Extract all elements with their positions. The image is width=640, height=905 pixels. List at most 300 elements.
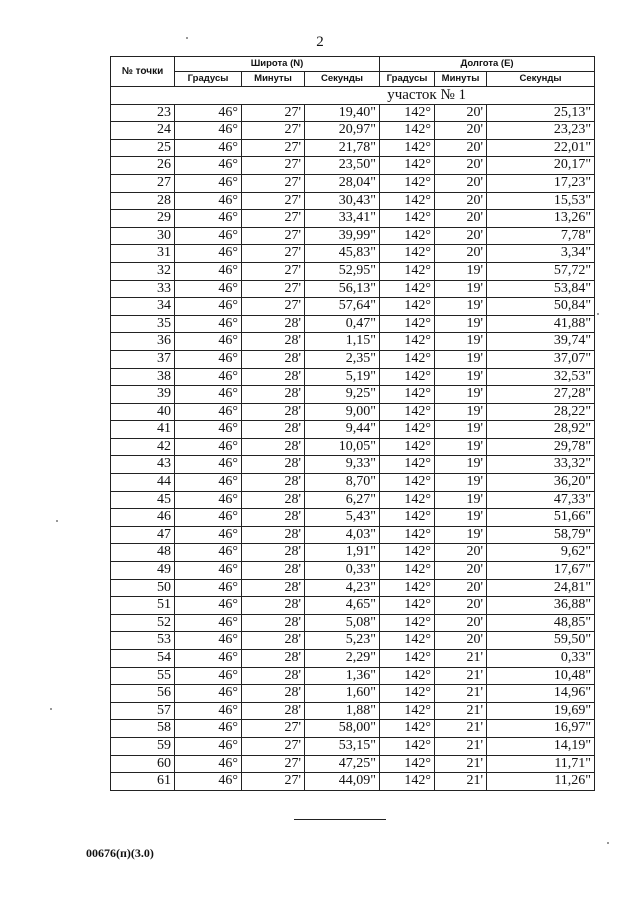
table-row	[111, 685, 595, 703]
table-row	[111, 562, 595, 580]
point-number: 32	[111, 262, 175, 280]
lat-seconds: 5,23"	[305, 632, 380, 650]
table-row	[111, 579, 595, 597]
table-row	[111, 667, 595, 685]
lon-degrees: 142°	[380, 544, 435, 562]
lon-degrees: 142°	[380, 315, 435, 333]
lat-minutes: 27'	[242, 227, 305, 245]
lat-minutes: 27'	[242, 210, 305, 228]
lat-minutes: 28'	[242, 632, 305, 650]
table-row	[111, 122, 595, 140]
lat-degrees: 46°	[175, 650, 242, 668]
lat-minutes: 27'	[242, 280, 305, 298]
lon-minutes: 21'	[435, 737, 487, 755]
point-number: 33	[111, 280, 175, 298]
lat-seconds: 1,36"	[305, 667, 380, 685]
lon-seconds: 0,33"	[487, 650, 595, 668]
lat-seconds: 1,15"	[305, 333, 380, 351]
page-number: 2	[316, 34, 324, 50]
lon-degrees: 142°	[380, 421, 435, 439]
lat-seconds: 52,95"	[305, 262, 380, 280]
lon-degrees: 142°	[380, 438, 435, 456]
lat-degrees: 46°	[175, 368, 242, 386]
lon-degrees: 142°	[380, 227, 435, 245]
lat-minutes: 28'	[242, 509, 305, 527]
point-number: 46	[111, 509, 175, 527]
table-row	[111, 386, 595, 404]
lat-seconds: 0,47"	[305, 315, 380, 333]
point-number: 25	[111, 139, 175, 157]
lon-degrees: 142°	[380, 597, 435, 615]
lon-seconds: 28,22"	[487, 403, 595, 421]
lat-minutes: 28'	[242, 350, 305, 368]
header-lat-minutes: Минуты	[242, 72, 305, 87]
lon-degrees: 142°	[380, 562, 435, 580]
lat-seconds: 2,35"	[305, 350, 380, 368]
lon-minutes: 19'	[435, 491, 487, 509]
lon-seconds: 23,23"	[487, 122, 595, 140]
point-number: 37	[111, 350, 175, 368]
lat-minutes: 27'	[242, 192, 305, 210]
lat-degrees: 46°	[175, 227, 242, 245]
lat-degrees: 46°	[175, 667, 242, 685]
lat-seconds: 56,13"	[305, 280, 380, 298]
lon-seconds: 20,17"	[487, 157, 595, 175]
lon-seconds: 16,97"	[487, 720, 595, 738]
table-row	[111, 720, 595, 738]
lon-seconds: 36,20"	[487, 474, 595, 492]
document-code: 00676(п)(3.0)	[86, 846, 154, 860]
lon-degrees: 142°	[380, 403, 435, 421]
table-row	[111, 403, 595, 421]
table-row	[111, 474, 595, 492]
lat-minutes: 28'	[242, 685, 305, 703]
point-number: 53	[111, 632, 175, 650]
lat-degrees: 46°	[175, 104, 242, 122]
point-number: 31	[111, 245, 175, 263]
lon-degrees: 142°	[380, 702, 435, 720]
lat-degrees: 46°	[175, 315, 242, 333]
lon-degrees: 142°	[380, 104, 435, 122]
point-number: 28	[111, 192, 175, 210]
lon-minutes: 19'	[435, 456, 487, 474]
lat-seconds: 47,25"	[305, 755, 380, 773]
lon-degrees: 142°	[380, 491, 435, 509]
lon-minutes: 19'	[435, 403, 487, 421]
lon-seconds: 19,69"	[487, 702, 595, 720]
lat-minutes: 28'	[242, 456, 305, 474]
lon-seconds: 33,32"	[487, 456, 595, 474]
lat-minutes: 28'	[242, 438, 305, 456]
lat-seconds: 1,88"	[305, 702, 380, 720]
lon-seconds: 14,19"	[487, 737, 595, 755]
lat-minutes: 28'	[242, 614, 305, 632]
table-row	[111, 544, 595, 562]
lat-minutes: 27'	[242, 174, 305, 192]
lat-seconds: 8,70"	[305, 474, 380, 492]
lon-seconds: 17,23"	[487, 174, 595, 192]
lon-minutes: 20'	[435, 579, 487, 597]
lon-seconds: 39,74"	[487, 333, 595, 351]
lon-seconds: 3,34"	[487, 245, 595, 263]
lat-degrees: 46°	[175, 562, 242, 580]
lon-degrees: 142°	[380, 614, 435, 632]
point-number: 24	[111, 122, 175, 140]
lat-seconds: 39,99"	[305, 227, 380, 245]
table-row	[111, 438, 595, 456]
lat-minutes: 28'	[242, 368, 305, 386]
lat-degrees: 46°	[175, 755, 242, 773]
lat-seconds: 10,05"	[305, 438, 380, 456]
point-number: 26	[111, 157, 175, 175]
lon-minutes: 19'	[435, 438, 487, 456]
point-number: 56	[111, 685, 175, 703]
lon-seconds: 24,81"	[487, 579, 595, 597]
lat-degrees: 46°	[175, 614, 242, 632]
lon-degrees: 142°	[380, 280, 435, 298]
lon-degrees: 142°	[380, 667, 435, 685]
lon-degrees: 142°	[380, 773, 435, 791]
lon-seconds: 28,92"	[487, 421, 595, 439]
point-number: 59	[111, 737, 175, 755]
lon-minutes: 19'	[435, 315, 487, 333]
lon-minutes: 21'	[435, 755, 487, 773]
lon-degrees: 142°	[380, 720, 435, 738]
lon-degrees: 142°	[380, 262, 435, 280]
lat-degrees: 46°	[175, 491, 242, 509]
lon-minutes: 20'	[435, 562, 487, 580]
lon-seconds: 7,78"	[487, 227, 595, 245]
lon-minutes: 19'	[435, 386, 487, 404]
point-number: 52	[111, 614, 175, 632]
point-number: 47	[111, 526, 175, 544]
lat-minutes: 27'	[242, 755, 305, 773]
lon-seconds: 17,67"	[487, 562, 595, 580]
point-number: 30	[111, 227, 175, 245]
lat-seconds: 4,03"	[305, 526, 380, 544]
lat-seconds: 5,43"	[305, 509, 380, 527]
point-number: 61	[111, 773, 175, 791]
table-row	[111, 298, 595, 316]
point-number: 50	[111, 579, 175, 597]
point-number: 48	[111, 544, 175, 562]
lon-seconds: 53,84"	[487, 280, 595, 298]
table-row	[111, 368, 595, 386]
lon-minutes: 21'	[435, 702, 487, 720]
lat-degrees: 46°	[175, 737, 242, 755]
lat-seconds: 28,04"	[305, 174, 380, 192]
lat-minutes: 27'	[242, 720, 305, 738]
lat-minutes: 27'	[242, 139, 305, 157]
lon-seconds: 48,85"	[487, 614, 595, 632]
point-number: 58	[111, 720, 175, 738]
footer-rule	[294, 819, 386, 820]
table-row	[111, 333, 595, 351]
lat-seconds: 9,44"	[305, 421, 380, 439]
lon-degrees: 142°	[380, 333, 435, 351]
lat-seconds: 2,29"	[305, 650, 380, 668]
lat-minutes: 28'	[242, 526, 305, 544]
lon-degrees: 142°	[380, 174, 435, 192]
point-number: 60	[111, 755, 175, 773]
lon-degrees: 142°	[380, 526, 435, 544]
lat-minutes: 28'	[242, 403, 305, 421]
lon-seconds: 37,07"	[487, 350, 595, 368]
lat-degrees: 46°	[175, 386, 242, 404]
lat-degrees: 46°	[175, 421, 242, 439]
table-row	[111, 315, 595, 333]
lat-degrees: 46°	[175, 632, 242, 650]
point-number: 41	[111, 421, 175, 439]
lat-degrees: 46°	[175, 579, 242, 597]
lon-seconds: 50,84"	[487, 298, 595, 316]
table-row	[111, 174, 595, 192]
lon-degrees: 142°	[380, 737, 435, 755]
lat-seconds: 44,09"	[305, 773, 380, 791]
table-row	[111, 350, 595, 368]
lon-minutes: 19'	[435, 474, 487, 492]
lat-degrees: 46°	[175, 720, 242, 738]
table-body	[111, 87, 595, 791]
scan-speck	[607, 842, 609, 844]
lat-seconds: 5,08"	[305, 614, 380, 632]
lat-minutes: 28'	[242, 579, 305, 597]
lat-minutes: 27'	[242, 298, 305, 316]
lat-degrees: 46°	[175, 245, 242, 263]
lon-seconds: 41,88"	[487, 315, 595, 333]
lon-seconds: 29,78"	[487, 438, 595, 456]
table-row	[111, 280, 595, 298]
table-row	[111, 210, 595, 228]
lat-minutes: 27'	[242, 104, 305, 122]
lon-minutes: 20'	[435, 245, 487, 263]
lon-degrees: 142°	[380, 650, 435, 668]
lat-degrees: 46°	[175, 773, 242, 791]
lat-degrees: 46°	[175, 157, 242, 175]
lon-degrees: 142°	[380, 509, 435, 527]
lat-degrees: 46°	[175, 438, 242, 456]
scan-speck	[56, 520, 58, 522]
table-row	[111, 650, 595, 668]
table-row	[111, 509, 595, 527]
header-lon-seconds: Секунды	[487, 72, 595, 87]
point-number: 45	[111, 491, 175, 509]
lat-minutes: 27'	[242, 262, 305, 280]
lon-minutes: 19'	[435, 368, 487, 386]
point-number: 51	[111, 597, 175, 615]
coordinates-table	[110, 56, 595, 791]
lon-degrees: 142°	[380, 298, 435, 316]
lon-minutes: 20'	[435, 192, 487, 210]
lon-degrees: 142°	[380, 474, 435, 492]
lat-degrees: 46°	[175, 210, 242, 228]
lon-degrees: 142°	[380, 456, 435, 474]
lat-minutes: 28'	[242, 544, 305, 562]
point-number: 40	[111, 403, 175, 421]
lon-minutes: 20'	[435, 139, 487, 157]
lon-minutes: 20'	[435, 174, 487, 192]
lon-minutes: 20'	[435, 157, 487, 175]
lat-degrees: 46°	[175, 192, 242, 210]
table-row	[111, 421, 595, 439]
lon-minutes: 21'	[435, 720, 487, 738]
lat-minutes: 27'	[242, 122, 305, 140]
lat-degrees: 46°	[175, 139, 242, 157]
lat-degrees: 46°	[175, 526, 242, 544]
lat-degrees: 46°	[175, 597, 242, 615]
header-point-no: № точки	[111, 57, 175, 87]
table-row	[111, 737, 595, 755]
lon-seconds: 11,71"	[487, 755, 595, 773]
lon-degrees: 142°	[380, 386, 435, 404]
lat-minutes: 28'	[242, 491, 305, 509]
lat-seconds: 23,50"	[305, 157, 380, 175]
lat-seconds: 6,27"	[305, 491, 380, 509]
lat-seconds: 21,78"	[305, 139, 380, 157]
lon-degrees: 142°	[380, 139, 435, 157]
table-row	[111, 597, 595, 615]
table-row	[111, 526, 595, 544]
lon-minutes: 20'	[435, 210, 487, 228]
lat-seconds: 1,91"	[305, 544, 380, 562]
lon-seconds: 57,72"	[487, 262, 595, 280]
lat-degrees: 46°	[175, 456, 242, 474]
point-number: 27	[111, 174, 175, 192]
lat-minutes: 28'	[242, 421, 305, 439]
lat-seconds: 53,15"	[305, 737, 380, 755]
lat-seconds: 30,43"	[305, 192, 380, 210]
lat-minutes: 28'	[242, 650, 305, 668]
lat-seconds: 20,97"	[305, 122, 380, 140]
lat-minutes: 27'	[242, 157, 305, 175]
lat-seconds: 4,65"	[305, 597, 380, 615]
lon-degrees: 142°	[380, 755, 435, 773]
point-number: 42	[111, 438, 175, 456]
lat-seconds: 0,33"	[305, 562, 380, 580]
lon-seconds: 47,33"	[487, 491, 595, 509]
lat-minutes: 28'	[242, 333, 305, 351]
table-row	[111, 456, 595, 474]
lon-seconds: 36,88"	[487, 597, 595, 615]
table-row	[111, 773, 595, 791]
lat-degrees: 46°	[175, 333, 242, 351]
lon-seconds: 32,53"	[487, 368, 595, 386]
point-number: 43	[111, 456, 175, 474]
lat-minutes: 28'	[242, 702, 305, 720]
table-row	[111, 192, 595, 210]
lon-minutes: 20'	[435, 104, 487, 122]
lat-seconds: 9,33"	[305, 456, 380, 474]
header-lon-degrees: Градусы	[380, 72, 435, 87]
lon-degrees: 142°	[380, 368, 435, 386]
table-row	[111, 614, 595, 632]
lon-seconds: 51,66"	[487, 509, 595, 527]
table-row	[111, 104, 595, 122]
table-row	[111, 702, 595, 720]
lon-minutes: 21'	[435, 773, 487, 791]
lat-seconds: 9,00"	[305, 403, 380, 421]
lon-seconds: 59,50"	[487, 632, 595, 650]
lat-degrees: 46°	[175, 122, 242, 140]
lat-seconds: 1,60"	[305, 685, 380, 703]
lat-minutes: 27'	[242, 245, 305, 263]
lat-seconds: 33,41"	[305, 210, 380, 228]
lat-seconds: 58,00"	[305, 720, 380, 738]
point-number: 23	[111, 104, 175, 122]
lat-seconds: 9,25"	[305, 386, 380, 404]
table-row	[111, 157, 595, 175]
point-number: 38	[111, 368, 175, 386]
lat-minutes: 27'	[242, 773, 305, 791]
lon-seconds: 27,28"	[487, 386, 595, 404]
lon-minutes: 20'	[435, 122, 487, 140]
lon-degrees: 142°	[380, 632, 435, 650]
lon-minutes: 20'	[435, 544, 487, 562]
lat-minutes: 27'	[242, 737, 305, 755]
lon-minutes: 20'	[435, 227, 487, 245]
lat-degrees: 46°	[175, 509, 242, 527]
lat-seconds: 4,23"	[305, 579, 380, 597]
lat-seconds: 57,64"	[305, 298, 380, 316]
section-label: участок № 1	[111, 87, 595, 105]
lat-degrees: 46°	[175, 280, 242, 298]
lon-minutes: 20'	[435, 614, 487, 632]
table-row	[111, 491, 595, 509]
table-row	[111, 139, 595, 157]
lon-minutes: 19'	[435, 298, 487, 316]
lat-seconds: 5,19"	[305, 368, 380, 386]
lon-degrees: 142°	[380, 685, 435, 703]
lat-degrees: 46°	[175, 403, 242, 421]
point-number: 29	[111, 210, 175, 228]
lon-minutes: 19'	[435, 280, 487, 298]
header-latitude: Широта (N)	[175, 57, 380, 72]
lon-seconds: 25,13"	[487, 104, 595, 122]
lat-degrees: 46°	[175, 174, 242, 192]
table-row	[111, 262, 595, 280]
header-longitude: Долгота (E)	[380, 57, 595, 72]
lat-degrees: 46°	[175, 298, 242, 316]
lat-degrees: 46°	[175, 702, 242, 720]
table-row	[111, 227, 595, 245]
table-row	[111, 245, 595, 263]
point-number: 34	[111, 298, 175, 316]
lon-seconds: 14,96"	[487, 685, 595, 703]
table-row	[111, 755, 595, 773]
scan-speck	[50, 708, 52, 710]
lon-degrees: 142°	[380, 122, 435, 140]
lon-minutes: 20'	[435, 632, 487, 650]
lon-seconds: 11,26"	[487, 773, 595, 791]
scan-speck	[597, 313, 599, 315]
lat-minutes: 28'	[242, 597, 305, 615]
lon-seconds: 9,62"	[487, 544, 595, 562]
lon-minutes: 19'	[435, 350, 487, 368]
header-lon-minutes: Минуты	[435, 72, 487, 87]
lon-seconds: 13,26"	[487, 210, 595, 228]
lon-degrees: 142°	[380, 350, 435, 368]
lat-minutes: 28'	[242, 386, 305, 404]
point-number: 39	[111, 386, 175, 404]
scan-speck	[186, 37, 188, 39]
lat-seconds: 19,40"	[305, 104, 380, 122]
lon-minutes: 19'	[435, 333, 487, 351]
point-number: 36	[111, 333, 175, 351]
point-number: 44	[111, 474, 175, 492]
lon-minutes: 21'	[435, 650, 487, 668]
point-number: 35	[111, 315, 175, 333]
lat-degrees: 46°	[175, 350, 242, 368]
